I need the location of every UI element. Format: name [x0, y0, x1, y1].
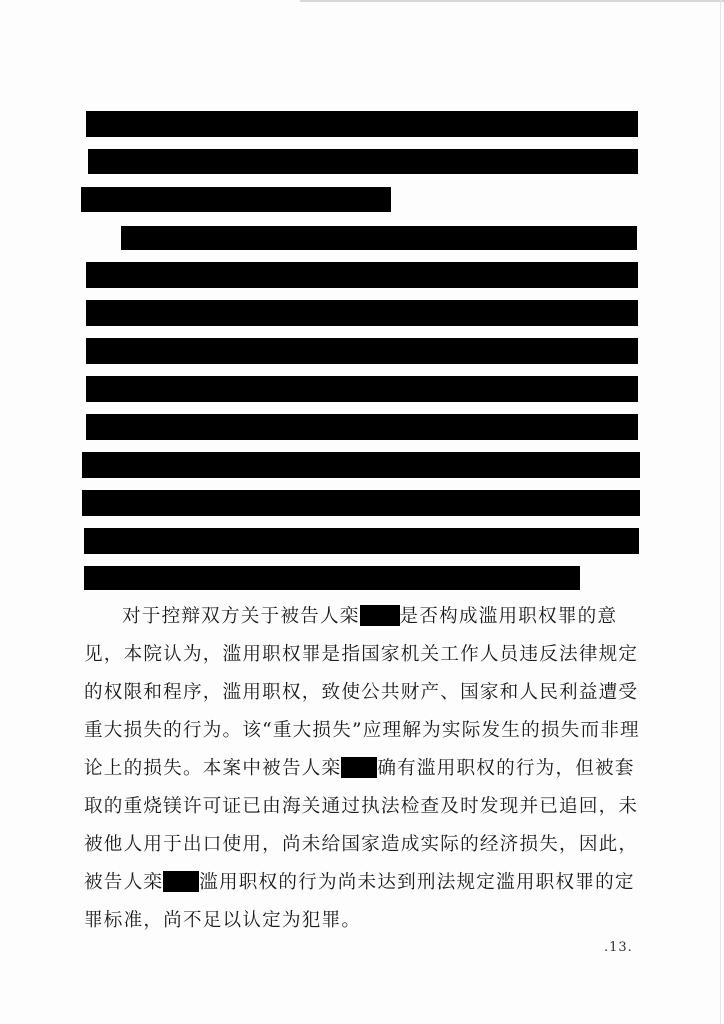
name-redaction — [341, 757, 377, 778]
redaction-bar — [81, 187, 391, 212]
text-segment: 滥用职权的行为尚未达到刑法规定滥用职权罪的定 — [199, 872, 635, 893]
text-line — [84, 640, 638, 670]
text-line — [84, 754, 635, 784]
name-redaction — [163, 871, 199, 892]
redaction-bar — [86, 338, 638, 364]
name-redaction — [360, 605, 400, 626]
redaction-bar — [84, 528, 639, 554]
text-segment: 是否构成滥用职权罪的意 — [399, 606, 618, 627]
text-segment: 论上的损失。本案中被告人栾 — [84, 758, 342, 779]
text-line — [84, 716, 640, 746]
text-line — [84, 792, 638, 822]
redaction-bar — [86, 111, 638, 137]
redaction-bar — [88, 149, 638, 174]
text-segment: 被告人栾 — [84, 872, 164, 893]
page-top-edge — [300, 0, 724, 2]
text-segment: 对于控辩双方关于被告人栾 — [122, 606, 360, 627]
redaction-bar — [86, 376, 638, 402]
text-segment: 重大损失的行为。该“重大损失”应理解为实际发生的损失而非理 — [84, 720, 640, 741]
page-number: .13. — [604, 940, 633, 955]
text-line — [84, 868, 635, 898]
redaction-bar — [82, 490, 640, 516]
text-segment: 见，本院认为，滥用职权罪是指国家机关工作人员违反法律规定 — [84, 644, 639, 665]
text-line — [84, 678, 638, 708]
text-segment: 被他人用于出口使用，尚未给国家造成实际的经济损失，因此， — [84, 834, 639, 855]
text-segment: 罪标准，尚不足以认定为犯罪。 — [84, 910, 362, 931]
text-line — [84, 906, 361, 936]
redaction-bar — [84, 566, 580, 590]
text-line — [122, 602, 617, 632]
redaction-bar — [121, 226, 637, 250]
redaction-bar — [86, 300, 638, 326]
redaction-bar — [86, 262, 638, 288]
text-segment: 取的重烧镁许可证已由海关通过执法检查及时发现并已追回，未 — [84, 796, 639, 817]
redaction-bar — [86, 414, 638, 440]
text-segment: 确有滥用职权的行为，但被套 — [377, 758, 635, 779]
text-line — [84, 830, 638, 860]
text-segment: 的权限和程序，滥用职权，致使公共财产、国家和人民利益遭受 — [84, 682, 639, 703]
redaction-bar — [82, 452, 640, 478]
page-right-edge — [720, 0, 721, 1024]
